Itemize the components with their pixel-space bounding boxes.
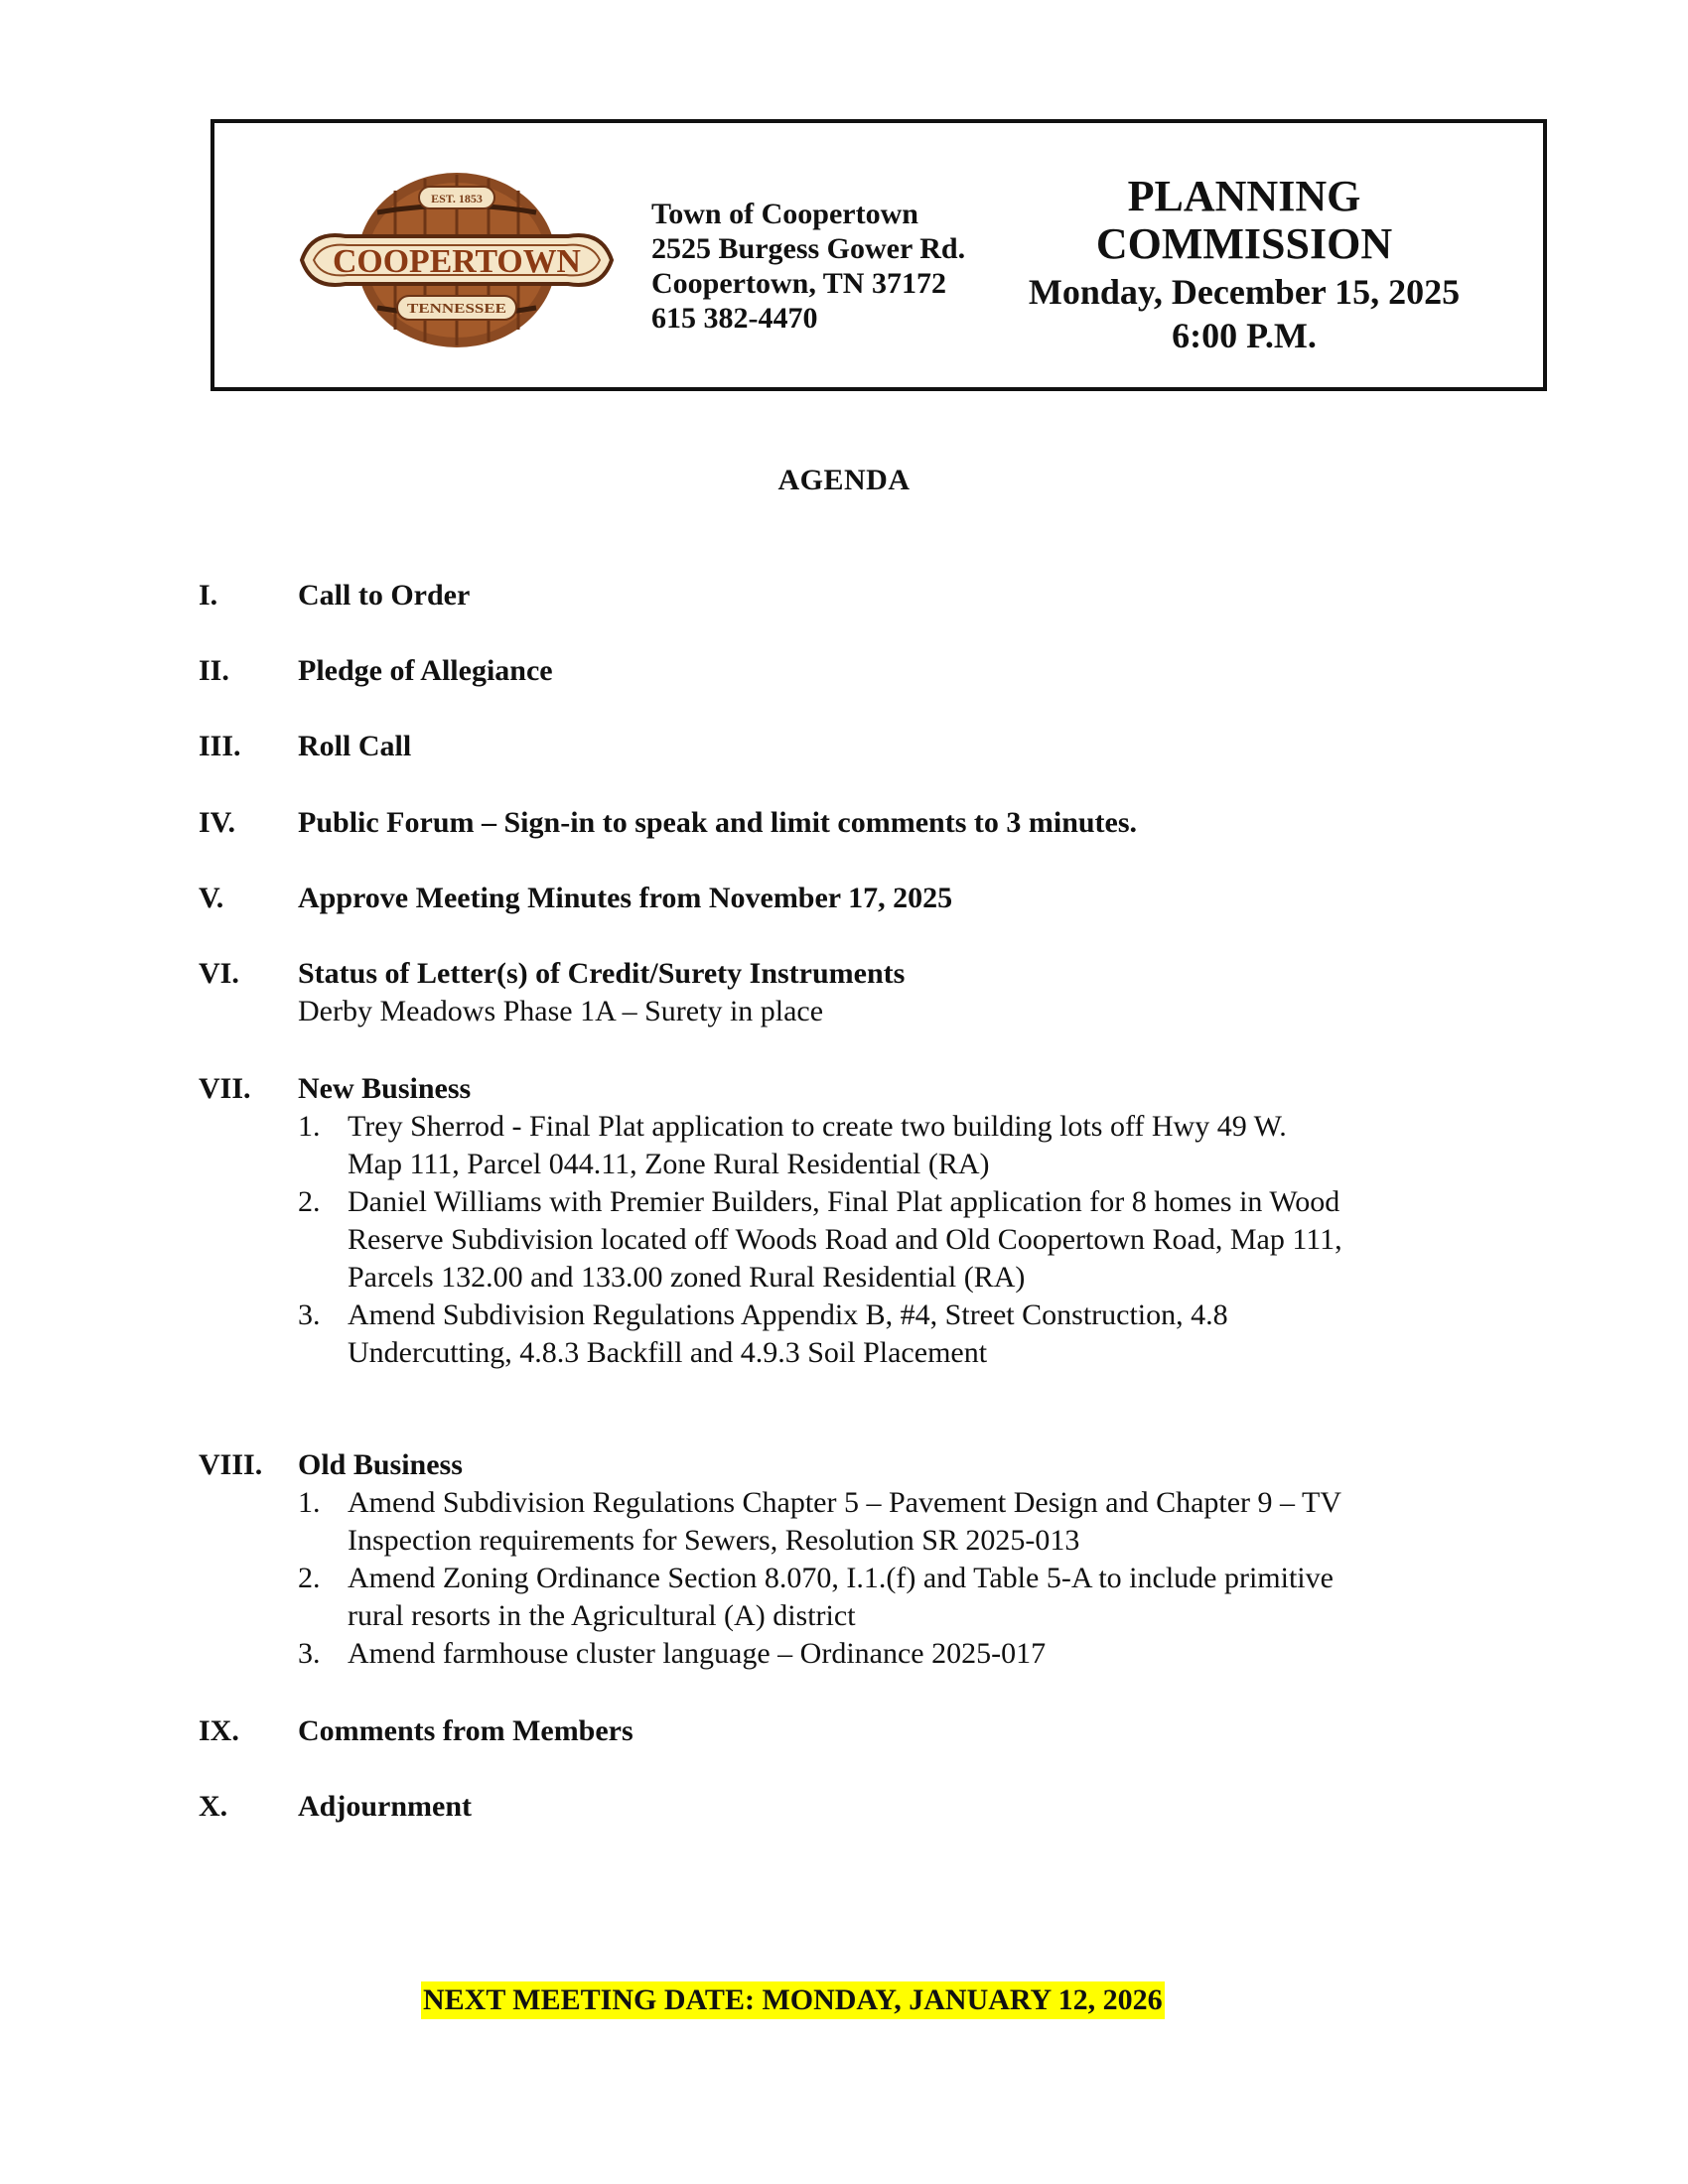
item-title: Old Business bbox=[298, 1448, 463, 1481]
town-name: Town of Coopertown bbox=[651, 198, 918, 230]
item-title: Adjournment bbox=[298, 1790, 473, 1823]
title-planning: PLANNING bbox=[1127, 172, 1361, 220]
item-numeral: VI. bbox=[199, 957, 239, 990]
item-detail: Derby Meadows Phase 1A – Surety in place bbox=[298, 995, 824, 1027]
item-numeral: V. bbox=[199, 882, 224, 914]
item-numeral: IX. bbox=[199, 1714, 239, 1747]
item-title: Comments from Members bbox=[298, 1714, 633, 1747]
list-item bbox=[298, 1297, 1489, 1372]
header-box bbox=[211, 119, 1547, 391]
list-item bbox=[298, 1484, 1489, 1560]
item-numeral: VIII. bbox=[199, 1448, 263, 1481]
list-item bbox=[298, 1635, 1489, 1673]
item-title: Roll Call bbox=[298, 730, 412, 762]
list-item bbox=[298, 1108, 1489, 1183]
list-item-line: Undercutting, 4.8.3 Backfill and 4.9.3 Soil Placement bbox=[348, 1336, 988, 1369]
list-item-line: Amend Subdivision Regulations Appendix B, #4, Street Construction, 4.8 bbox=[348, 1298, 1228, 1331]
new-business-list bbox=[298, 1108, 1489, 1372]
item-numeral: IV. bbox=[199, 806, 235, 839]
list-item-number: 3. bbox=[298, 1298, 321, 1331]
phone-number: 615 382-4470 bbox=[651, 302, 818, 335]
list-item-line: Map 111, Parcel 044.11, Zone Rural Residential (RA) bbox=[348, 1148, 990, 1180]
logo-established-text: EST. 1853 bbox=[431, 192, 483, 205]
item-title: Status of Letter(s) of Credit/Surety Instruments bbox=[298, 957, 906, 990]
list-item-number: 2. bbox=[298, 1562, 321, 1594]
list-item-number: 2. bbox=[298, 1185, 321, 1218]
item-title: Public Forum – Sign-in to speak and limit comments to 3 minutes. bbox=[298, 806, 1138, 839]
title-commission: COMMISSION bbox=[1095, 219, 1393, 268]
agenda-title: AGENDA bbox=[777, 464, 911, 496]
list-item bbox=[298, 1183, 1489, 1297]
item-title: Call to Order bbox=[298, 579, 471, 612]
item-title: New Business bbox=[298, 1072, 472, 1105]
list-item-number: 3. bbox=[298, 1637, 321, 1670]
item-numeral: III. bbox=[199, 730, 241, 762]
list-item-number: 1. bbox=[298, 1110, 321, 1143]
list-item-line: Amend Subdivision Regulations Chapter 5 – Pavement Design and Chapter 9 – TV bbox=[348, 1486, 1341, 1519]
old-business-list bbox=[298, 1484, 1489, 1673]
list-item-line: Parcels 132.00 and 133.00 zoned Rural Residential (RA) bbox=[348, 1261, 1026, 1294]
next-meeting-date: NEXT MEETING DATE: MONDAY, JANUARY 12, 2026 bbox=[421, 1981, 1165, 2019]
list-item-line: rural resorts in the Agricultural (A) district bbox=[348, 1599, 856, 1632]
meeting-time: 6:00 P.M. bbox=[1172, 316, 1317, 355]
street-address: 2525 Burgess Gower Rd. bbox=[651, 232, 966, 265]
item-numeral: II. bbox=[199, 654, 229, 687]
list-item-line: Daniel Williams with Premier Builders, Final Plat application for 8 homes in Wood bbox=[348, 1185, 1340, 1218]
item-numeral: I. bbox=[199, 579, 218, 612]
list-item-line: Trey Sherrod - Final Plat application to create two building lots off Hwy 49 W. bbox=[348, 1110, 1287, 1143]
item-title: Approve Meeting Minutes from November 17, 2025 bbox=[298, 882, 953, 914]
list-item-line: Amend farmhouse cluster language – Ordinance 2025-017 bbox=[348, 1637, 1047, 1670]
logo-name-text: COOPERTOWN bbox=[333, 243, 582, 280]
item-title: Pledge of Allegiance bbox=[298, 654, 553, 687]
item-numeral: VII. bbox=[199, 1072, 251, 1105]
meeting-date: Monday, December 15, 2025 bbox=[1028, 272, 1461, 312]
meeting-title-block bbox=[999, 173, 1489, 357]
list-item-line: Amend Zoning Ordinance Section 8.070, I.1.(f) and Table 5-A to include primitive bbox=[348, 1562, 1334, 1594]
list-item-line: Reserve Subdivision located off Woods Road and Old Coopertown Road, Map 111, bbox=[348, 1223, 1342, 1256]
city-state-zip: Coopertown, TN 37172 bbox=[651, 267, 946, 300]
list-item bbox=[298, 1560, 1489, 1635]
town-address bbox=[651, 197, 965, 336]
logo-state-text: TENNESSEE bbox=[407, 302, 506, 317]
item-numeral: X. bbox=[199, 1790, 228, 1823]
coopertown-logo bbox=[286, 171, 628, 349]
list-item-number: 1. bbox=[298, 1486, 321, 1519]
list-item-line: Inspection requirements for Sewers, Resolution SR 2025-013 bbox=[348, 1524, 1080, 1557]
